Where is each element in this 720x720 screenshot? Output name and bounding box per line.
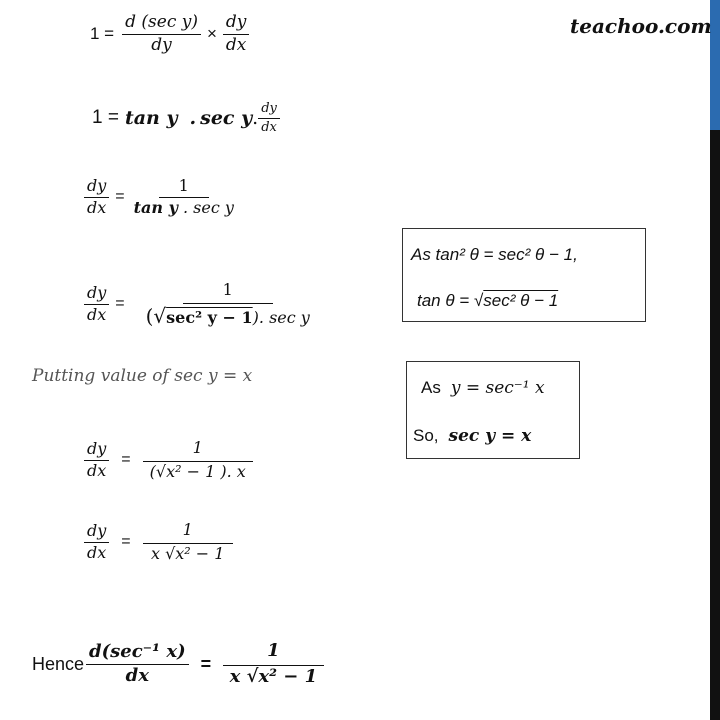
eq3-rhs-num: 1 <box>159 178 209 198</box>
hence-label: Hence <box>32 653 85 674</box>
eq5-rhs-num: 1 <box>143 440 253 462</box>
eq3-rhs-den-rest: . sec y <box>177 197 234 217</box>
eq6-lhs-num: dy <box>84 523 109 543</box>
hence-lhs-num: d(sec⁻¹ x) <box>86 643 189 665</box>
eq6-rhs-den: x √x² − 1 <box>150 543 225 563</box>
eq5-rhs-fraction <box>143 440 253 481</box>
eq2-sec: sec y <box>200 107 253 130</box>
eq1-times: × <box>206 24 217 44</box>
hence-lhs-den: dx <box>125 664 149 686</box>
eq3-rhs-den <box>131 198 237 217</box>
eq3-equals: = <box>115 188 125 206</box>
eq2-tan: tan y <box>124 107 178 130</box>
putting-value-text: Putting value of sec y = x <box>32 366 253 386</box>
equation-4 <box>84 282 313 327</box>
eq6-lhs-den: dx <box>87 542 107 562</box>
eq5-lhs-den: dx <box>87 460 107 480</box>
identity-line-2 <box>417 291 558 311</box>
eq3-rhs-den-bold: tan y <box>133 197 178 217</box>
eq4-equals: = <box>115 295 125 313</box>
eq6-lhs-fraction <box>84 523 109 562</box>
hence-lhs-fraction <box>86 643 189 686</box>
hence-rhs-den: x √x² − 1 <box>229 665 318 687</box>
eq5-lhs-num: dy <box>84 441 109 461</box>
eq1-lhs: 1 = <box>90 24 115 44</box>
eq5-rhs-den: (√x² − 1 ). x <box>149 461 246 481</box>
eq2-fraction <box>258 102 280 134</box>
eq6-rhs-num: 1 <box>143 522 233 544</box>
eq4-rhs-den-close: ). sec y <box>252 307 310 327</box>
eq1-frac2-den: dx <box>225 34 247 55</box>
eq5-lhs-fraction <box>84 441 109 480</box>
identity-line-2-radicand: sec² θ − 1 <box>483 291 559 310</box>
eq4-rhs-fraction <box>143 282 313 327</box>
eq3-lhs-den: dx <box>87 197 107 217</box>
eq2-frac-den: dx <box>261 119 277 135</box>
hence-result <box>32 642 324 687</box>
equation-6 <box>84 522 233 563</box>
eq6-rhs-fraction <box>143 522 233 563</box>
substitution-note-box <box>406 361 580 459</box>
eq1-fraction-1 <box>122 14 201 55</box>
hence-rhs-num: 1 <box>223 642 324 666</box>
hence-equals: = <box>200 653 212 674</box>
equation-1 <box>90 14 249 55</box>
equation-5 <box>84 440 253 481</box>
eq2-lhs: 1 = <box>92 107 119 129</box>
substitution-line-1 <box>421 378 545 398</box>
substitution-y-eq: y = sec⁻¹ x <box>450 378 545 398</box>
identity-line-1: As tan² θ = sec² θ − 1, <box>411 245 578 264</box>
identity-line-2-a: tan θ = √ <box>417 291 484 310</box>
equation-2 <box>92 102 280 134</box>
eq1-frac1-num: d (sec y) <box>122 14 201 35</box>
eq2-dot-2: . <box>252 107 259 130</box>
hence-rhs-fraction <box>223 642 324 687</box>
brand-logo: teachoo.com <box>570 14 712 38</box>
eq4-rhs-den-open: (√ <box>145 303 167 328</box>
identity-note-box <box>402 228 646 322</box>
eq4-rhs-den <box>143 304 313 327</box>
eq1-frac2-num: dy <box>223 14 250 35</box>
substitution-line-2 <box>413 426 531 446</box>
eq3-lhs-fraction <box>84 178 109 217</box>
eq4-lhs-num: dy <box>84 285 109 305</box>
eq2-frac-num: dy <box>258 102 280 119</box>
substitution-as: As <box>421 378 441 397</box>
eq1-fraction-2 <box>223 14 250 55</box>
eq4-lhs-fraction <box>84 285 109 324</box>
substitution-sec-eq: sec y = x <box>448 426 532 446</box>
eq3-rhs-fraction <box>131 178 237 217</box>
eq6-equals: = <box>121 533 131 551</box>
eq3-lhs-num: dy <box>84 178 109 198</box>
eq1-frac1-den: dy <box>151 34 172 55</box>
eq4-rhs-den-radicand: sec² y − 1 <box>166 307 253 327</box>
equation-3 <box>84 178 237 217</box>
eq4-lhs-den: dx <box>87 304 107 324</box>
eq5-equals: = <box>121 451 131 469</box>
eq2-dot: . <box>189 107 197 130</box>
eq4-rhs-num: 1 <box>183 282 273 304</box>
substitution-so: So, <box>413 426 439 445</box>
